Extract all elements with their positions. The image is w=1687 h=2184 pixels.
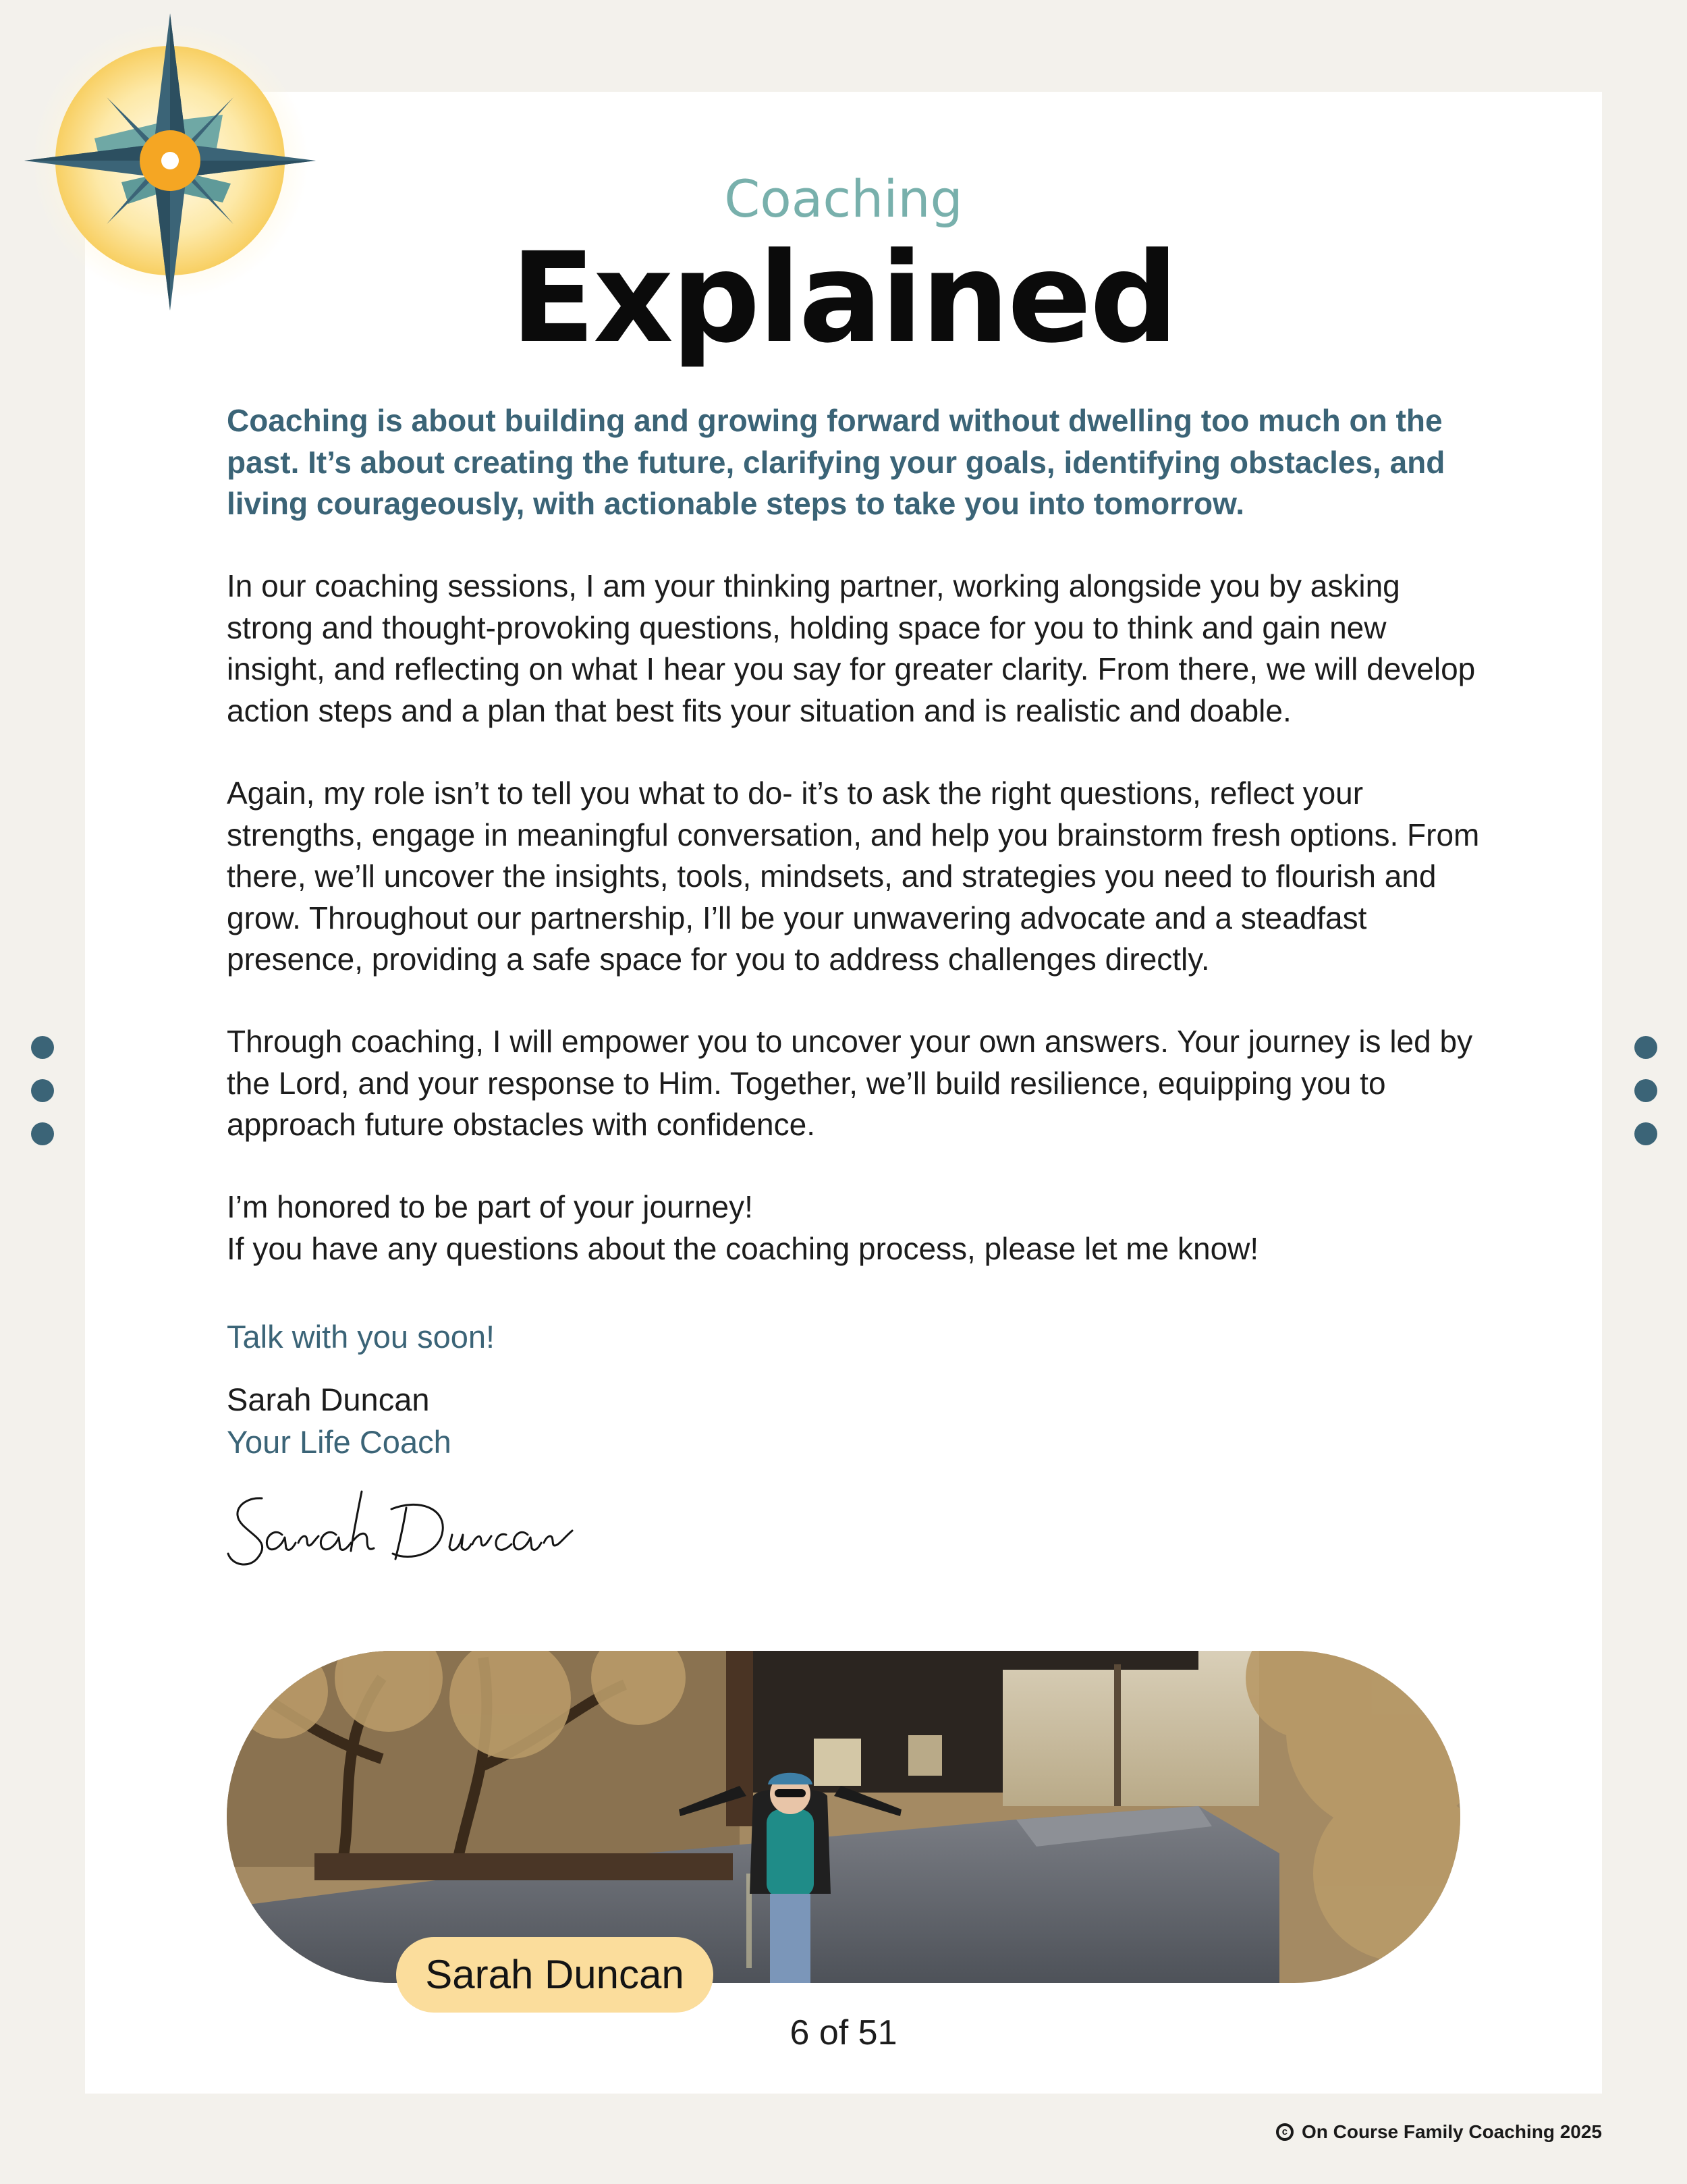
photo-name-badge: Sarah Duncan: [396, 1937, 713, 2013]
decorative-dots-right: [1634, 1036, 1657, 1126]
author-name: Sarah Duncan: [227, 1382, 430, 1417]
copyright-icon: c: [1276, 2123, 1294, 2141]
paragraph: In our coaching sessions, I am your thinking partner, working alongside you by asking strong and thought-provoking questions, holding space for you to think and gain new insight, and reflecting on what I hear you say for greater clarity. From there, we will develop action steps and a plan that best fits your situation and is realistic and doable.: [227, 568, 1476, 728]
footer: [1276, 2121, 1602, 2143]
paragraph: I’m honored to be part of your journey! If you have any questions about the coaching process, please let me know!: [227, 1189, 1259, 1266]
hero-photo: [227, 1651, 1460, 1983]
author-role: Your Life Coach: [227, 1424, 451, 1460]
paragraph: Again, my role isn’t to tell you what to do- it’s to ask the right questions, reflect your strengths, engage in meaningful conversation, and help you brainstorm fresh options. From there, we’ll uncover the insights, tools, mindsets, and strategies you need to flourish and grow. Throughout our partnership, I’ll be your unwavering advocate and a steadfast presence, providing a safe space for you to address challenges directly.: [227, 775, 1480, 977]
lead-paragraph: Coaching is about building and growing forward without dwelling too much on the past. It’s about creating the future, clarifying your goals, identifying obstacles, and living courageously, with actionable steps to take you into tomorrow.: [227, 403, 1445, 521]
signature-image: [223, 1478, 601, 1579]
footer-text: On Course Family Coaching 2025: [1301, 2121, 1602, 2142]
page-indicator: 6 of 51: [790, 2013, 897, 2052]
paragraph: Through coaching, I will empower you to uncover your own answers. Your journey is led by the Lord, and your response to Him. Together, we’ll build resilience, equipping you to approach future obstacles with confidence.: [227, 1024, 1473, 1142]
page-kicker: Coaching: [724, 169, 963, 229]
decorative-dots-left: [31, 1036, 54, 1126]
closing-line: Talk with you soon!: [227, 1319, 495, 1355]
page-title: Explained: [510, 226, 1177, 371]
